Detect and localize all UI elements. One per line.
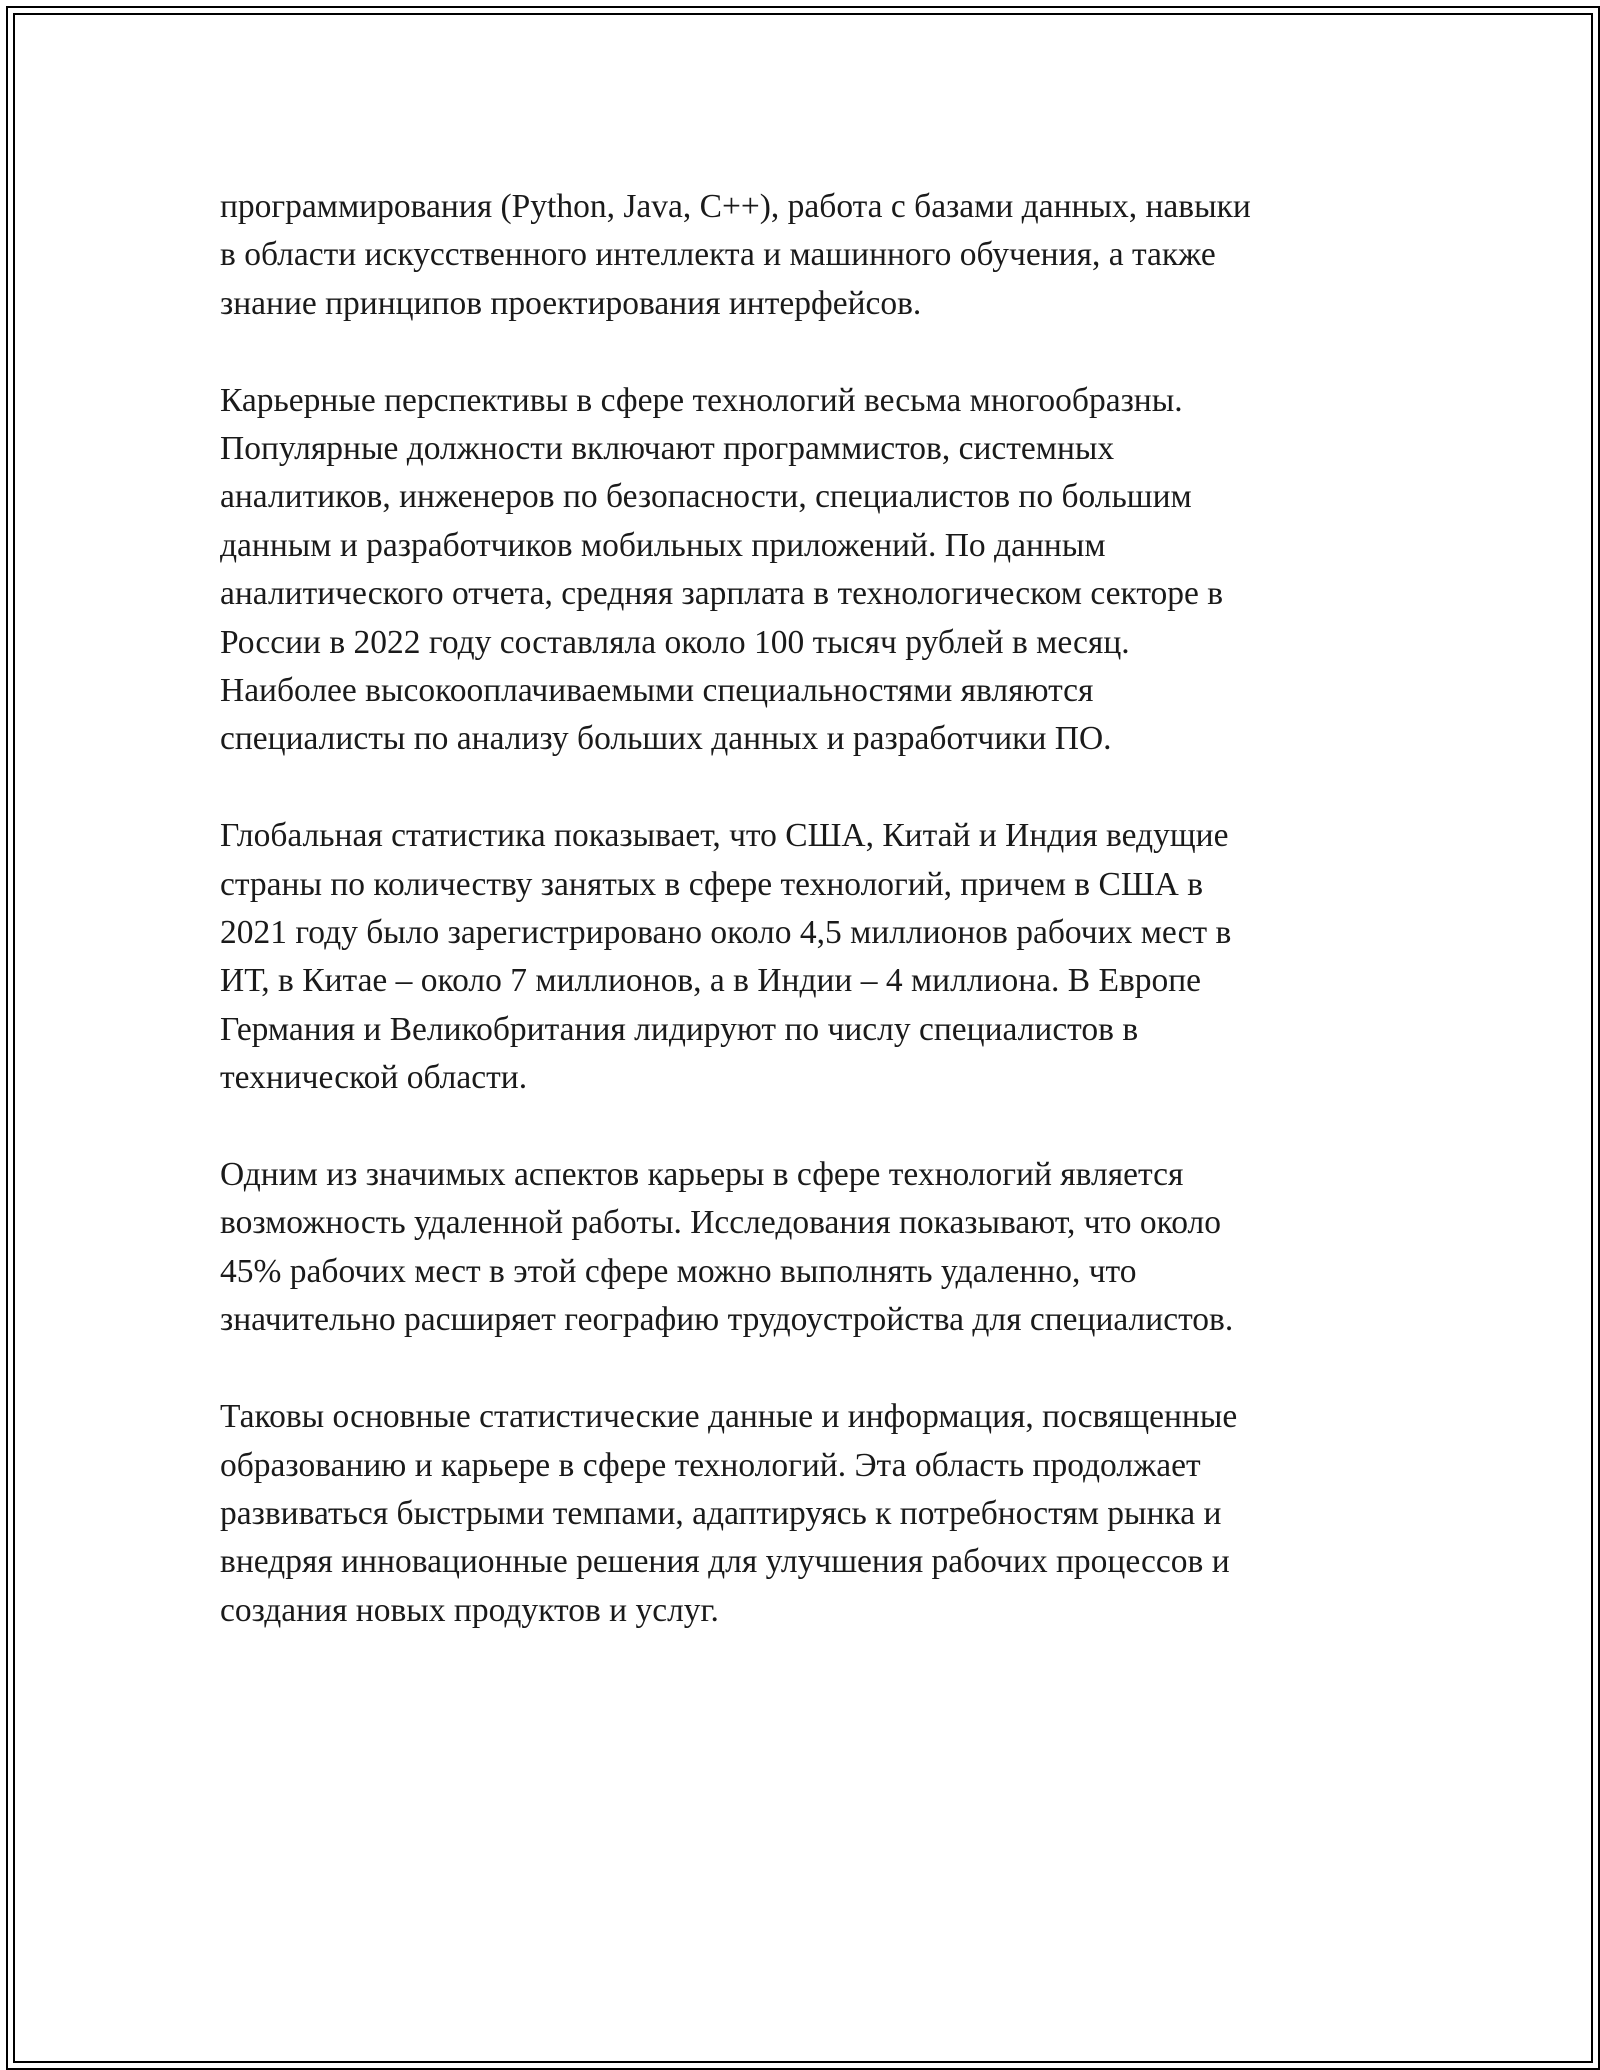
- paragraph-conclusion: Таковы основные статистические данные и информация, посвященные образованию и карьере в сфере технологий. Эта область продолжает развиваться быстрыми темпами, адаптируясь к потребностям рынка и внедряя инновационные решения для улучшения рабочих процессов и создания новых продуктов и услуг.: [220, 1398, 1238, 1629]
- paragraph-career-prospects: Карьерные перспективы в сфере технологий весьма многообразны. Популярные должности включают программистов, системных аналитиков, инженеров по безопасности, специалистов по большим данным и разработчиков мобильных приложений. По данным аналитического отчета, средняя зарплата в технологическом секторе в России в 2022 году составляла около 100 тысяч рублей в месяц. Наиболее высокооплачиваемыми специальностями являются специалисты по анализу больших данных и разработчики ПО.: [220, 381, 1224, 758]
- paragraph-global-statistics: Глобальная статистика показывает, что США, Китай и Индия ведущие страны по количеству занятых в сфере технологий, причем в США в 2021 году было зарегистрировано около 4,5 миллионов рабочих мест в ИТ, в Китае – около 7 миллионов, а в Индии – 4 миллиона. В Европе Германия и Великобритания лидируют по числу специалистов в технической области.: [220, 817, 1232, 1097]
- paragraph-skills: программирования (Python, Java, C++), работа с базами данных, навыки в области искусственного интеллекта и машинного обучения, а также знание принципов проектирования интерфейсов.: [220, 188, 1251, 322]
- paragraph-remote-work: Одним из значимых аспектов карьеры в сфере технологий является возможность удаленной работы. Исследования показывают, что около 45% рабочих мест в этой сфере можно выполнять удаленно, что значительно расширяет географию трудоустройства для специалистов.: [220, 1156, 1234, 1339]
- document-body: [220, 183, 1400, 1684]
